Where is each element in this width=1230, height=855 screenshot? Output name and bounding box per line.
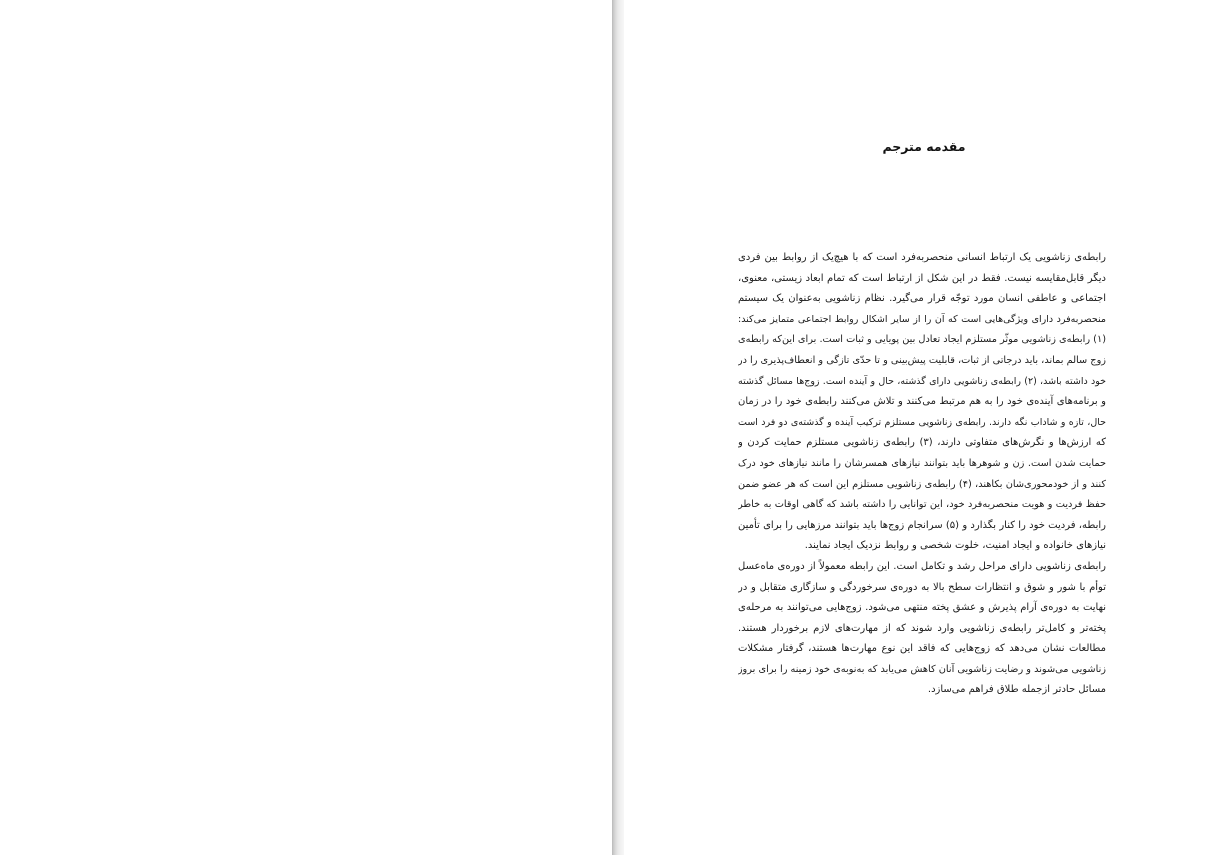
text-line: اجتماعی و عاطفی انسان مورد توجّه قرار می‌گیرد. نظام زناشویی به‌عنوان یک سیستم — [738, 293, 1106, 305]
text-line: نیازهای خانواده و ایجاد امنیت، خلوت شخصی و روابط نزدیک ایجاد نمایند. — [804, 540, 1106, 552]
text-line: (۱) رابطه‌ی زناشویی موثّر مستلزم ایجاد تعادل بین پویایی و ثبات است. برای این‌که رابطه‌ی — [738, 334, 1106, 346]
text-line: زناشویی می‌شوند و رضایت زناشویی آنان کاهش می‌یابد که به‌نوبه‌ی خود زمینه را برای بروز — [738, 663, 1106, 675]
left-page-blank — [0, 0, 612, 855]
page-gutter — [612, 0, 624, 855]
text-line: حال، تازه و شاداب نگه دارند. رابطه‌ی زناشویی مستلزم ترکیب آینده و گذشته‌ی دو فرد است — [738, 416, 1106, 428]
text-line: کنند و از خودمحوری‌شان بکاهند، (۴) رابطه‌ی زناشویی مستلزم این است که هر عضو ضمن — [738, 478, 1106, 490]
page-title: مقدمه مترجم — [882, 139, 966, 154]
text-line: دیگر قابل‌مقایسه نیست. فقط در این شکل از ارتباط است که تمام ابعاد زیستی، معنوی، — [738, 272, 1106, 284]
text-line: حفظ فردیت و هویت منحصربه‌فرد خود، این توانایی را داشته باشد که گاهی اوقات به خاطر — [738, 499, 1106, 511]
body-text — [738, 248, 1106, 701]
text-line: و برنامه‌های آینده‌ی خود را به هم مرتبط می‌کنند و تلاش می‌کنند رابطه‌ی خود را در زمان — [738, 396, 1106, 408]
text-line: که ارزش‌ها و نگرش‌های متفاوتی دارند، (۳) رابطه‌ی زناشویی مستلزم حمایت کردن و — [738, 437, 1106, 449]
right-page — [624, 0, 1230, 855]
text-line: توأم با شور و شوق و انتظارات سطح بالا به دوره‌ی سرخوردگی و سازگاری متقابل و در — [738, 581, 1106, 593]
text-line: منحصربه‌فرد دارای ویژگی‌هایی است که آن را از سایر اشکال روابط اجتماعی متمایز می‌کند: — [738, 313, 1106, 325]
text-line: رابطه‌ی زناشویی یک ارتباط انسانی منحصربه‌فرد است که با هیچ‌یک از روابط بین فردی — [738, 252, 1106, 263]
text-line: پخته‌تر و کامل‌تر رابطه‌ی زناشویی وارد شوند که از مهارت‌های لازم برخوردار هستند. — [738, 622, 1106, 634]
text-line: زوج سالم بماند، باید درجاتی از ثبات، قابلیت پیش‌بینی و تا حدّی تازگی و انعطاف‌پذیری را در — [738, 354, 1106, 366]
text-line: مسائل حادتر ازجمله طلاق فراهم می‌سازد. — [927, 684, 1106, 696]
text-line: خود داشته باشد، (۲) رابطه‌ی زناشویی دارای گذشته، حال و آینده است. زوج‌ها مسائل گذشته — [738, 375, 1106, 387]
text-line: نهایت به دوره‌ی آرام پذیرش و عشق پخته منتهی می‌شود. زوج‌هایی می‌توانند به مرحله‌ی — [738, 602, 1106, 614]
text-line: مطالعات نشان می‌دهد که زوج‌هایی که فاقد این نوع مهارت‌ها هستند، گرفتار مشکلات — [738, 643, 1106, 655]
text-line: حمایت شدن است. زن و شوهرها باید بتوانند نیازهای همسرشان را مانند نیازهای خود درک — [738, 457, 1106, 469]
text-line: رابطه‌ی زناشویی دارای مراحل رشد و تکامل است. این رابطه معمولاً از دوره‌ی ماه‌عسل — [738, 560, 1106, 572]
text-line: رابطه، فردیت خود را کنار بگذارد و (۵) سرانجام زوج‌ها باید بتوانند مرزهایی را برای تأمین — [738, 519, 1106, 531]
